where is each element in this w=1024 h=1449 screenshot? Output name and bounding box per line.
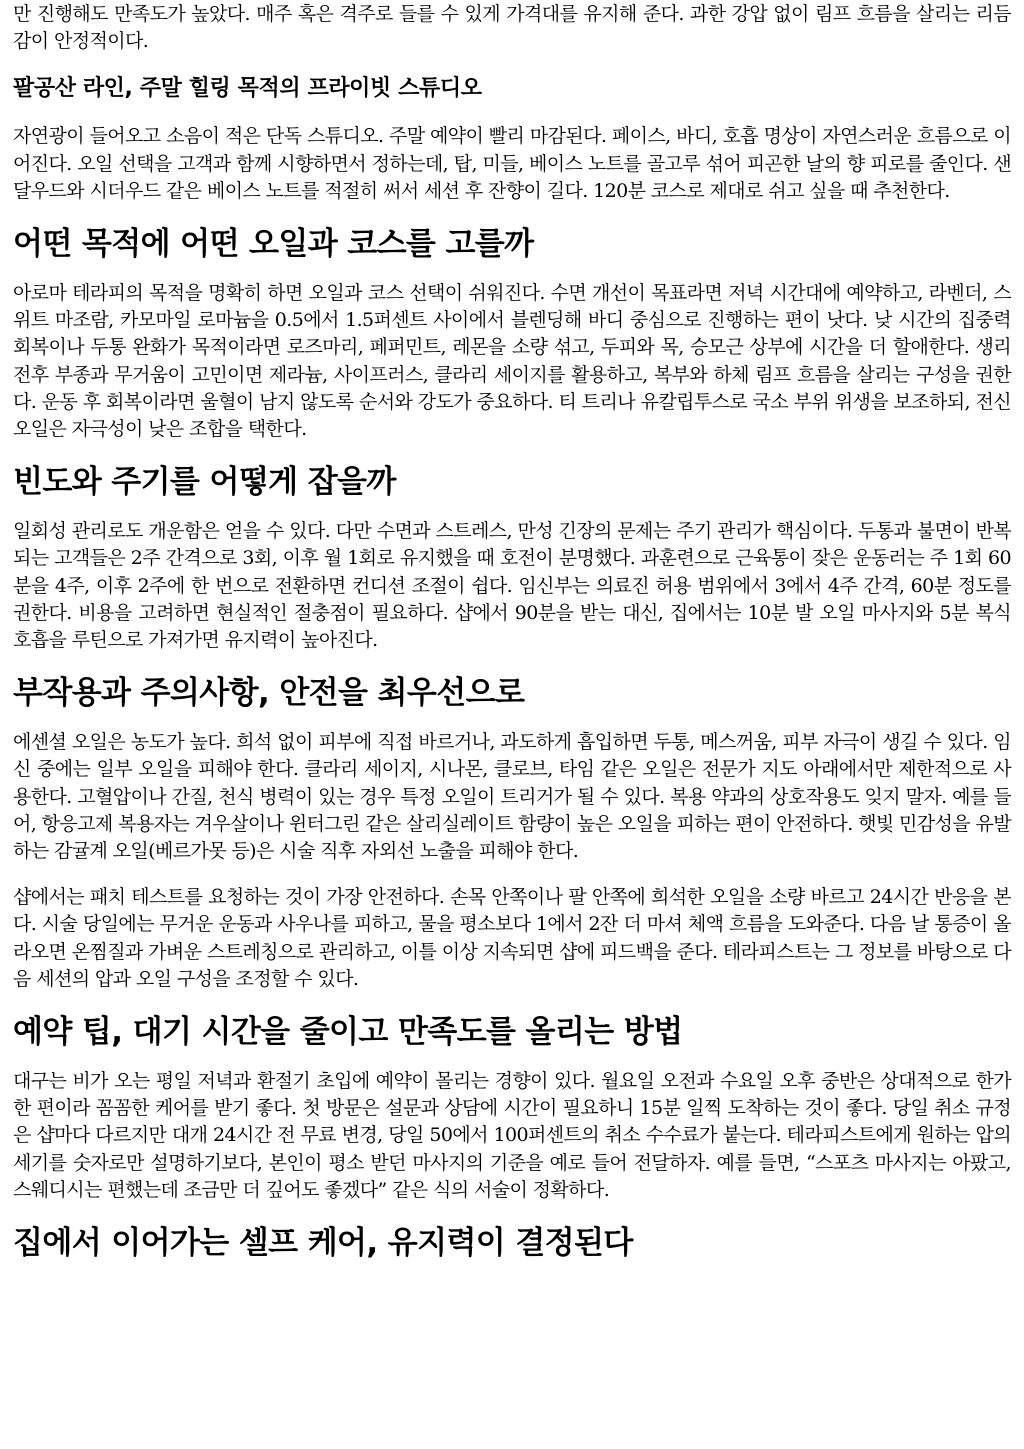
section-heading-purpose: 어떤 목적에 어떤 오일과 코스를 고를까 [13, 226, 534, 263]
section-paragraph-frequency: 일회성 관리로도 개운함은 얻을 수 있다. 다만 수면과 스트레스, 만성 긴장의 문제는 주기 관리가 핵심이다. 두통과 불면이 반복되는 고객들은 2주 간격으로 3회, 이후 월 1회로 유지했을 때 호전이 분명했다. 과훈련으로 근육통이 잦은 운동러는 주 1회 60분을 4주, 이후 2주에 한 번으로 전환하면 컨디션 조절이 쉽다. 임신부는 의료진 허용 범위에서 3에서 4주 간격, 60분 정도를 권한다. 비용을 고려하면 현실적인 절충점이 필요하다. 샵에서 90분을 받는 대신, 집에서는 10분 발 오일 마사지와 5분 복식 호흡을 루틴으로 가져가면 유지력이 높아진다. [13, 520, 1011, 652]
article [0, 1, 1024, 1263]
studio-heading: 팔공산 라인, 주말 힐링 목적의 프라이빗 스튜디오 [13, 76, 482, 102]
section-paragraph-safety-2: 샵에서는 패치 테스트를 요청하는 것이 가장 안전하다. 손목 안쪽이나 팔 안쪽에 희석한 오일을 소량 바르고 24시간 반응을 본다. 시술 당일에는 무거운 운동과 사우나를 피하고, 물을 평소보다 1에서 2잔 더 마셔 체액 흐름을 도와준다. 다음 날 통증이 올라오면 온찜질과 가벼운 스트레칭으로 관리하고, 이틀 이상 지속되면 샵에 피드백을 준다. 테라피스트는 그 정보를 바탕으로 다음 세션의 압과 오일 구성을 조정할 수 있다. [13, 886, 1011, 990]
section-heading-booking: 예약 팁, 대기 시간을 줄이고 만족도를 올리는 방법 [13, 1014, 683, 1051]
section-paragraph-purpose: 아로마 테라피의 목적을 명확히 하면 오일과 코스 선택이 쉬워진다. 수면 개선이 목표라면 저녁 시간대에 예약하고, 라벤더, 스위트 마조람, 카모마일 로마늄을 0.5에서 1.5퍼센트 사이에서 블렌딩해 바디 중심으로 진행하는 편이 낫다. 낮 시간의 집중력 회복이나 두통 완화가 목적이라면 로즈마리, 페퍼민트, 레몬을 소량 섞고, 두피와 목, 승모근 상부에 시간을 더 할애한다. 생리 전후 부종과 무거움이 고민이면 제라늄, 사이프러스, 클라리 세이지를 활용하고, 복부와 하체 림프 흐름을 살리는 구성을 권한다. 운동 후 회복이라면 울혈이 남지 않도록 순서와 강도가 중요하다. 티 트리나 유칼립투스로 국소 부위 위생을 보조하되, 전신 오일은 자극성이 낮은 조합을 택한다. [13, 282, 1011, 441]
studio-paragraph: 자연광이 들어오고 소음이 적은 단독 스튜디오. 주말 예약이 빨리 마감된다. 페이스, 바디, 호흡 명상이 자연스러운 흐름으로 이어진다. 오일 선택을 고객과 함께 시향하면서 정하는데, 탑, 미들, 베이스 노트를 골고루 섞어 피곤한 날의 향 피로를 줄인다. 샌달우드와 시더우드 같은 베이스 노트를 적절히 써서 세션 후 잔향이 길다. 120분 코스로 제대로 쉬고 싶을 때 추천한다. [13, 125, 1011, 202]
section-heading-safety: 부작용과 주의사항, 안전을 최우선으로 [13, 675, 525, 712]
section-paragraph-booking: 대구는 비가 오는 평일 저녁과 환절기 초입에 예약이 몰리는 경향이 있다. 월요일 오전과 수요일 오후 중반은 상대적으로 한가한 편이라 꼼꼼한 케어를 받기 좋다. 첫 방문은 설문과 상담에 시간이 필요하니 15분 일찍 도착하는 것이 좋다. 당일 취소 규정은 샵마다 다르지만 대개 24시간 전 무료 변경, 당일 50에서 100퍼센트의 취소 수수료가 붙는다. 테라피스트에게 원하는 압의 세기를 숫자로만 설명하기보다, 본인이 평소 받던 마사지의 기준을 예로 들어 전달하자. 예를 들면, “스포츠 마사지는 아팠고, 스웨디시는 편했는데 조금만 더 깊어도 좋겠다” 같은 식의 서술이 정확하다. [13, 1070, 1011, 1201]
intro-paragraph: 만 진행해도 만족도가 높았다. 매주 혹은 격주로 들를 수 있게 가격대를 유지해 준다. 과한 강압 없이 림프 흐름을 살리는 리듬감이 안정적이다. [13, 3, 1011, 53]
section-heading-frequency: 빈도와 주기를 어떻게 잡을까 [13, 464, 396, 501]
section-heading-selfcare: 집에서 이어가는 셀프 케어, 유지력이 결정된다 [13, 1225, 633, 1262]
section-paragraph-safety-1: 에센셜 오일은 농도가 높다. 희석 없이 피부에 직접 바르거나, 과도하게 흡입하면 두통, 메스꺼움, 피부 자극이 생길 수 있다. 임신 중에는 일부 오일을 피해야 한다. 클라리 세이지, 시나몬, 클로브, 타임 같은 오일은 전문가 지도 아래에서만 제한적으로 사용한다. 고혈압이나 간질, 천식 병력이 있는 경우 특정 오일이 트리거가 될 수 있다. 복용 약과의 상호작용도 잊지 말자. 예를 들어, 항응고제 복용자는 겨우살이나 윈터그린 같은 살리실레이트 함량이 높은 오일을 피하는 편이 안전하다. 햇빛 민감성을 유발하는 감귤계 오일(베르가못 등)은 시술 직후 자외선 노출을 피해야 한다. [13, 731, 1011, 863]
